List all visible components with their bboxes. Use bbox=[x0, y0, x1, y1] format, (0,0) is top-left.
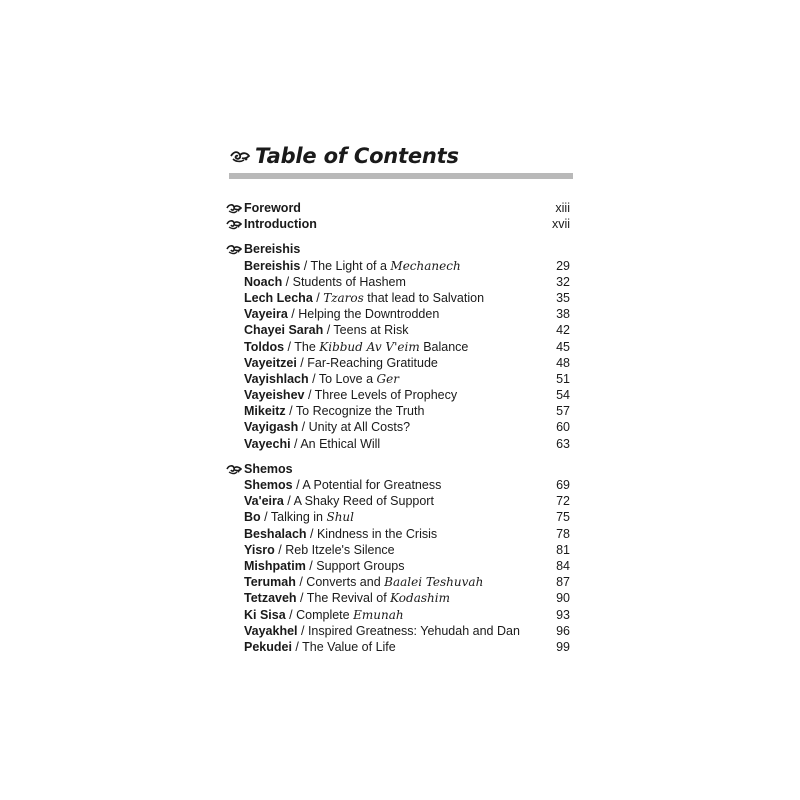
entry-page-number: 60 bbox=[556, 420, 570, 435]
section-title: Bereishis bbox=[244, 242, 301, 257]
entry-separator: / bbox=[298, 420, 309, 435]
entry-subtitle-end: Balance bbox=[419, 339, 469, 354]
toc-entry[interactable] bbox=[226, 558, 572, 574]
toc-entry[interactable] bbox=[226, 339, 572, 355]
parsha-name: Yisro bbox=[244, 542, 275, 557]
toc-entry[interactable] bbox=[226, 387, 572, 403]
entry-page-number: 54 bbox=[556, 388, 570, 403]
entry-separator: / bbox=[295, 575, 307, 590]
entry-page-number: 90 bbox=[556, 591, 570, 606]
entry-separator: / bbox=[285, 404, 296, 419]
entry-subtitle: An Ethical Will bbox=[300, 436, 381, 451]
entry-title: Foreword bbox=[244, 201, 301, 215]
entry-subtitle: Converts and bbox=[306, 575, 385, 590]
toc-entry[interactable] bbox=[226, 542, 572, 558]
entry-separator: / bbox=[296, 591, 307, 606]
entry-page-number: 42 bbox=[556, 323, 570, 338]
parsha-name: Chayei Sarah bbox=[244, 323, 324, 338]
entry-subtitle-italic: Tzaros bbox=[323, 290, 364, 305]
entry-subtitle-italic: Baalei Teshuvah bbox=[384, 575, 484, 590]
entry-subtitle: Teens at Risk bbox=[333, 323, 409, 338]
floral-ornament-icon bbox=[226, 244, 242, 255]
entry-subtitle-italic: Shul bbox=[326, 510, 354, 525]
entry-subtitle: The bbox=[294, 339, 320, 354]
parsha-name: Vayeira bbox=[244, 307, 288, 322]
entry-page-number: 29 bbox=[556, 258, 570, 273]
entry-separator: / bbox=[284, 339, 295, 354]
entry-separator: / bbox=[283, 494, 294, 509]
toc-entry[interactable] bbox=[226, 258, 572, 274]
entry-text bbox=[244, 274, 406, 290]
entry-text bbox=[244, 387, 457, 403]
floral-ornament-icon bbox=[226, 219, 242, 230]
parsha-name: Beshalach bbox=[244, 526, 307, 541]
entry-text bbox=[244, 542, 395, 558]
toc-entry[interactable] bbox=[226, 590, 572, 606]
toc-entry[interactable] bbox=[226, 436, 572, 452]
entry-subtitle: Far-Reaching Gratitude bbox=[307, 355, 438, 370]
entry-text bbox=[244, 493, 434, 509]
entry-page-number: 32 bbox=[556, 274, 570, 289]
entry-text bbox=[244, 477, 441, 493]
toc-entry[interactable] bbox=[226, 607, 572, 623]
toc-entry[interactable] bbox=[226, 403, 572, 419]
entry-separator: / bbox=[287, 307, 299, 322]
entry-separator: / bbox=[291, 639, 303, 654]
entry-text bbox=[244, 436, 380, 452]
entry-page-number: 96 bbox=[556, 623, 570, 638]
entry-separator: / bbox=[304, 388, 315, 403]
entry-subtitle-italic: Kodashim bbox=[390, 591, 450, 606]
parsha-name: Vayakhel bbox=[244, 623, 298, 638]
toc-list bbox=[226, 200, 572, 655]
entry-text bbox=[244, 339, 468, 355]
entry-page-number: 48 bbox=[556, 355, 570, 370]
entry-text bbox=[244, 371, 399, 387]
entry-page-number: 78 bbox=[556, 526, 570, 541]
entry-separator: / bbox=[285, 607, 297, 622]
entry-page-number: xiii bbox=[555, 201, 570, 215]
entry-separator: / bbox=[297, 623, 308, 638]
entry-page-number: 35 bbox=[556, 290, 570, 305]
entry-subtitle: Support Groups bbox=[316, 558, 405, 573]
section-gap bbox=[226, 452, 572, 461]
entry-text bbox=[244, 509, 354, 525]
entry-page-number: xvii bbox=[551, 217, 570, 232]
entry-separator: / bbox=[296, 355, 308, 370]
entry-subtitle: Complete bbox=[296, 607, 354, 622]
entry-text bbox=[244, 526, 437, 542]
entry-separator: / bbox=[300, 258, 311, 273]
section-title: Shemos bbox=[244, 461, 293, 476]
parsha-name: Vayeitzei bbox=[244, 355, 297, 370]
entry-subtitle-italic: Emunah bbox=[353, 607, 404, 622]
entry-subtitle: Kindness in the Crisis bbox=[316, 526, 438, 541]
toc-entry[interactable] bbox=[226, 639, 572, 655]
entry-page-number: 45 bbox=[556, 339, 570, 354]
entry-text bbox=[244, 355, 438, 371]
parsha-name: Bereishis bbox=[244, 258, 301, 273]
parsha-name: Vayechi bbox=[244, 436, 291, 451]
toc-entry[interactable] bbox=[226, 526, 572, 542]
entry-text bbox=[244, 574, 483, 590]
entry-separator: / bbox=[260, 510, 271, 525]
entry-text bbox=[244, 258, 461, 274]
toc-entry[interactable] bbox=[226, 322, 572, 338]
page-title: Table of Contents bbox=[255, 144, 459, 168]
toc-entry[interactable] bbox=[226, 509, 572, 525]
entry-subtitle: Reb Itzele's Silence bbox=[285, 542, 395, 557]
entry-page-number: 75 bbox=[556, 510, 570, 525]
entry-subtitle-italic: Ger bbox=[376, 371, 399, 386]
entry-subtitle: To Recognize the Truth bbox=[295, 404, 425, 419]
entry-subtitle: A Potential for Greatness bbox=[302, 478, 442, 492]
parsha-name: Vayigash bbox=[244, 420, 299, 435]
entry-text bbox=[244, 623, 520, 639]
toc-entry[interactable] bbox=[226, 623, 572, 639]
floral-ornament-icon bbox=[229, 149, 251, 164]
toc-header bbox=[229, 144, 459, 168]
parsha-name: Bo bbox=[244, 510, 261, 525]
parsha-name: Shemos bbox=[244, 478, 293, 492]
entry-page-number: 63 bbox=[556, 436, 570, 451]
toc-entry[interactable] bbox=[226, 493, 572, 509]
toc-front-entry[interactable] bbox=[226, 216, 572, 232]
entry-page-number: 72 bbox=[556, 494, 570, 509]
entry-subtitle: To Love a bbox=[318, 371, 377, 386]
entry-subtitle: Unity at All Costs? bbox=[308, 420, 411, 435]
entry-page-number: 84 bbox=[556, 558, 570, 573]
entry-subtitle: The Value of Life bbox=[302, 639, 396, 654]
toc-entry[interactable] bbox=[226, 274, 572, 290]
entry-page-number: 81 bbox=[556, 542, 570, 557]
entry-subtitle-italic: Mechanech bbox=[390, 258, 461, 273]
toc-entry[interactable] bbox=[226, 477, 572, 493]
entry-separator: / bbox=[305, 558, 317, 573]
entry-text bbox=[244, 639, 396, 655]
entry-subtitle: The Light of a bbox=[310, 258, 391, 273]
entry-separator: / bbox=[274, 542, 286, 557]
entry-title: Introduction bbox=[244, 217, 317, 232]
entry-subtitle: A Shaky Reed of Support bbox=[293, 494, 434, 509]
toc-entry[interactable] bbox=[226, 371, 572, 387]
entry-separator: / bbox=[312, 290, 324, 305]
parsha-name: Mishpatim bbox=[244, 558, 306, 573]
entry-text bbox=[244, 590, 450, 606]
entry-page-number: 87 bbox=[556, 575, 570, 590]
parsha-name: Mikeitz bbox=[244, 404, 286, 419]
parsha-name: Noach bbox=[244, 274, 283, 289]
parsha-name: Vayishlach bbox=[244, 371, 309, 386]
toc-entry[interactable] bbox=[226, 355, 572, 371]
parsha-name: Tetzaveh bbox=[244, 591, 297, 606]
parsha-name: Lech Lecha bbox=[244, 290, 313, 305]
parsha-name: Terumah bbox=[244, 575, 296, 590]
entry-page-number: 38 bbox=[556, 307, 570, 322]
entry-text bbox=[244, 322, 408, 338]
entry-separator: / bbox=[290, 436, 301, 451]
entry-page-number: 57 bbox=[556, 404, 570, 419]
entry-separator: / bbox=[323, 323, 334, 338]
parsha-name: Pekudei bbox=[244, 639, 292, 654]
entry-subtitle: Students of Hashem bbox=[292, 274, 406, 289]
entry-text bbox=[244, 403, 424, 419]
parsha-name: Ki Sisa bbox=[244, 607, 286, 622]
title-rule bbox=[229, 173, 573, 179]
entry-text bbox=[244, 419, 410, 435]
entry-page-number: 99 bbox=[556, 639, 570, 654]
section-gap bbox=[226, 232, 572, 241]
floral-ornament-icon bbox=[226, 464, 242, 475]
entry-separator: / bbox=[292, 478, 303, 492]
entry-page-number: 93 bbox=[556, 607, 570, 622]
toc-entry[interactable] bbox=[226, 290, 572, 306]
toc-entry[interactable] bbox=[226, 306, 572, 322]
toc-front-entry[interactable] bbox=[226, 200, 572, 216]
entry-subtitle-end: that lead to Salvation bbox=[363, 290, 485, 305]
parsha-name: Vayeishev bbox=[244, 388, 305, 403]
parsha-name: Va'eira bbox=[244, 494, 284, 509]
floral-ornament-icon bbox=[226, 203, 242, 214]
entry-text bbox=[244, 290, 484, 306]
entry-separator: / bbox=[306, 526, 317, 541]
parsha-name: Toldos bbox=[244, 339, 285, 354]
toc-entry[interactable] bbox=[226, 419, 572, 435]
entry-text bbox=[244, 607, 404, 623]
entry-subtitle: Three Levels of Prophecy bbox=[314, 388, 458, 403]
entry-page-number: 51 bbox=[556, 371, 570, 386]
entry-text bbox=[244, 306, 439, 322]
entry-text bbox=[244, 558, 404, 574]
toc-entry[interactable] bbox=[226, 574, 572, 590]
entry-separator: / bbox=[282, 274, 293, 289]
entry-subtitle: Inspired Greatness: Yehudah and Dan bbox=[307, 623, 520, 638]
entry-separator: / bbox=[308, 371, 319, 386]
entry-subtitle: Helping the Downtrodden bbox=[298, 307, 440, 322]
section-heading[interactable] bbox=[226, 461, 572, 477]
entry-subtitle: Talking in bbox=[270, 510, 327, 525]
entry-subtitle: The Revival of bbox=[306, 591, 391, 606]
entry-subtitle-italic: Kibbud Av V'eim bbox=[319, 339, 420, 354]
section-heading[interactable] bbox=[226, 241, 572, 257]
entry-page-number: 69 bbox=[556, 478, 570, 492]
